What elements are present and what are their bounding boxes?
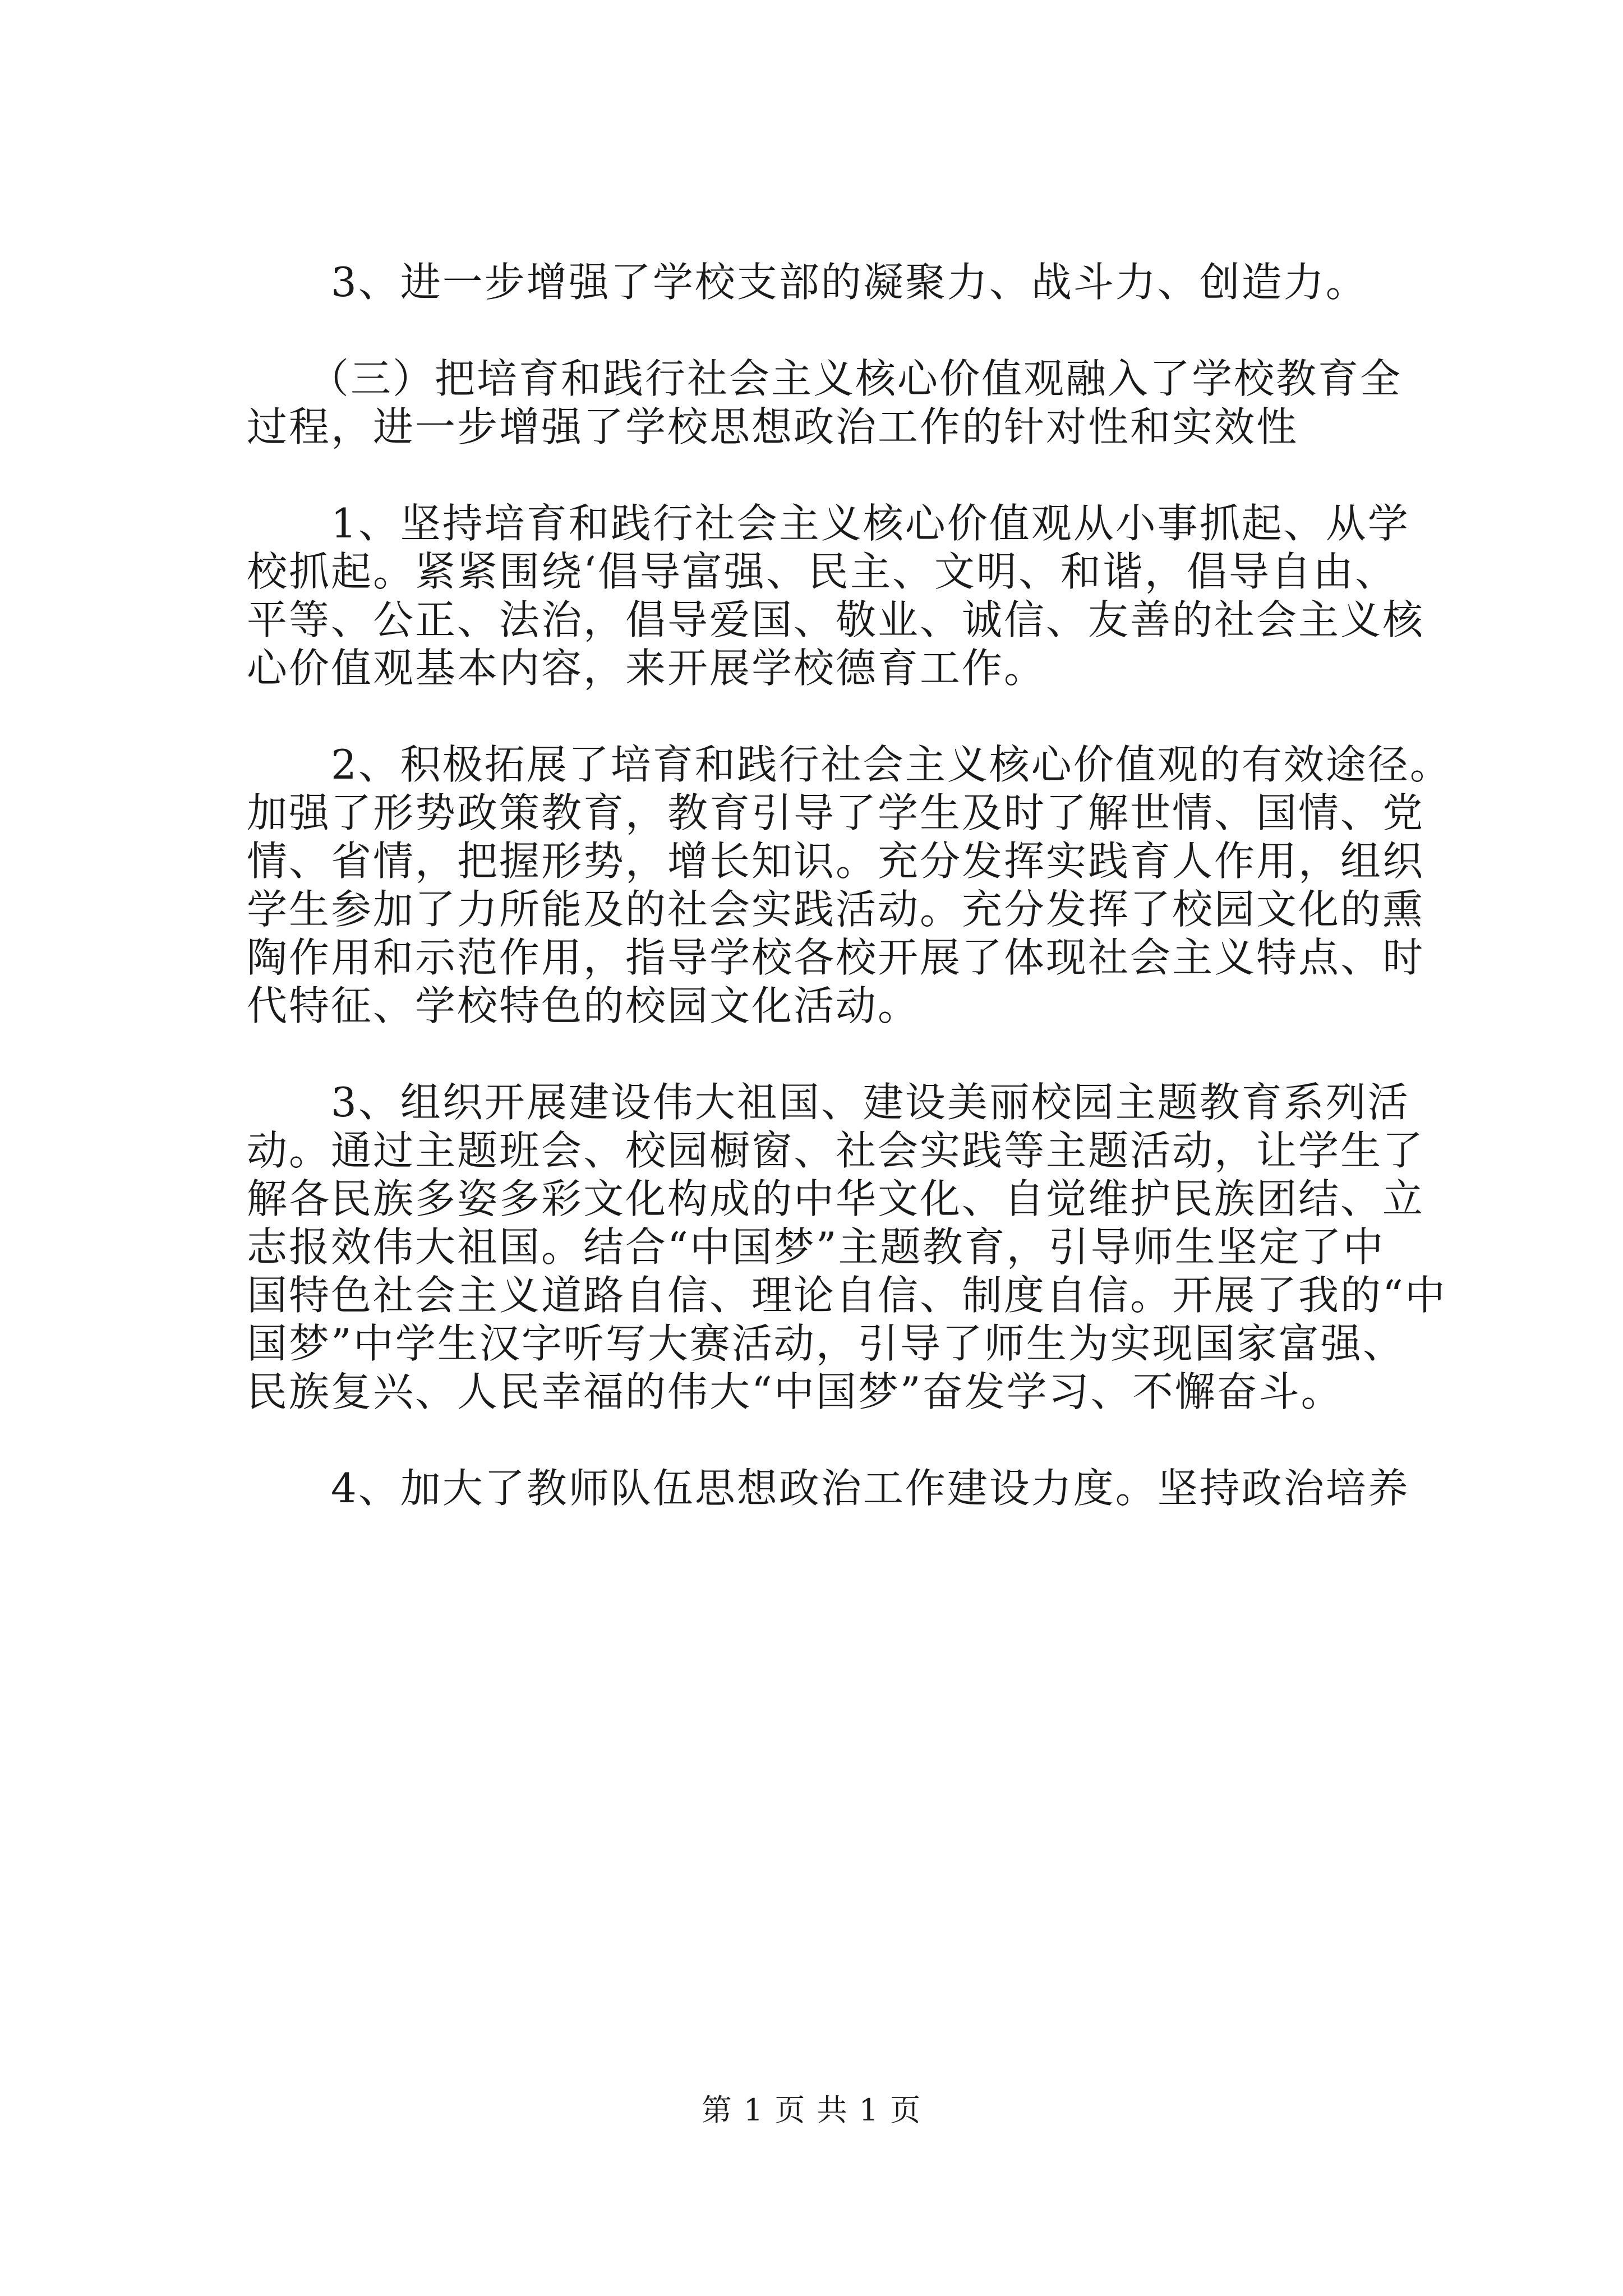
paragraph-line: 3、组织开展建设伟大祖国、建设美丽校园主题教育系列活 xyxy=(331,1079,1410,1126)
paragraph-line: 民族复兴、人民幸福的伟大“中国梦”奋发学习、不懈奋斗。 xyxy=(247,1368,1343,1415)
paragraph-line: 2、积极拓展了培育和践行社会主义核心价值观的有效途径。 xyxy=(331,741,1452,788)
paragraph-line: 代特征、学校特色的校园文化活动。 xyxy=(247,982,920,1029)
paragraph-line: 国梦”中学生汉字听写大赛活动，引导了师生为实现国家富强、 xyxy=(247,1320,1405,1367)
paragraph-line: 陶作用和示范作用，指导学校各校开展了体现社会主义特点、时 xyxy=(247,934,1425,981)
paragraph-line: 心价值观基本内容，来开展学校德育工作。 xyxy=(247,645,1046,692)
paragraph-line: 解各民族多姿多彩文化构成的中华文化、自觉维护民族团结、立 xyxy=(247,1175,1425,1222)
paragraph-line: 平等、公正、法治，倡导爱国、敬业、诚信、友善的社会主义核 xyxy=(247,596,1425,643)
paragraph-line: 加强了形势政策教育，教育引导了学生及时了解世情、国情、党 xyxy=(247,789,1425,836)
paragraph-line: 国特色社会主义道路自信、理论自信、制度自信。开展了我的“中 xyxy=(247,1272,1447,1319)
page-number-footer: 第 1 页 共 1 页 xyxy=(701,2092,922,2128)
document-body xyxy=(247,258,1452,1512)
paragraph-line: 情、省情，把握形势，增长知识。充分发挥实践育人作用，组织 xyxy=(247,838,1425,885)
paragraph-line: 志报效伟大祖国。结合“中国梦”主题教育，引导师生坚定了中 xyxy=(247,1223,1385,1271)
paragraph-line: 4、加大了教师队伍思想政治工作建设力度。坚持政治培养 xyxy=(331,1465,1410,1512)
section-heading-line: （三）把培育和践行社会主义核心价值观融入了学校教育全 xyxy=(308,355,1403,402)
section-heading-line: 过程，进一步增强了学校思想政治工作的针对性和实效性 xyxy=(247,403,1299,450)
paragraph-line: 学生参加了力所能及的社会实践活动。充分发挥了校园文化的熏 xyxy=(247,886,1425,933)
paragraph-line: 动。通过主题班会、校园橱窗、社会实践等主题活动，让学生了 xyxy=(247,1127,1425,1174)
paragraph-line: 1、坚持培育和践行社会主义核心价值观从小事抓起、从学 xyxy=(331,500,1410,547)
paragraph-line: 校抓起。紧紧围绕‘倡导富强、民主、文明、和谐，倡导自由、 xyxy=(247,548,1397,595)
paragraph-line: 3、进一步增强了学校支部的凝聚力、战斗力、创造力。 xyxy=(331,259,1368,306)
